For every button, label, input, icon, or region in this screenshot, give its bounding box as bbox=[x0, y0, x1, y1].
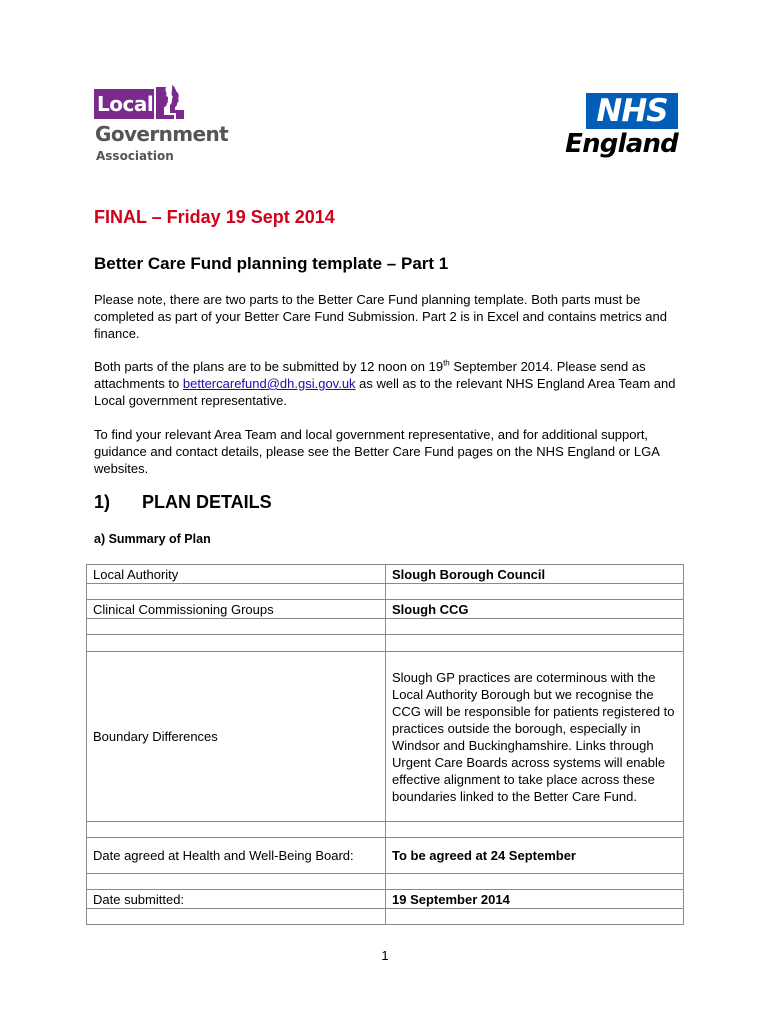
nhs-england-logo bbox=[556, 93, 678, 163]
document-title: Better Care Fund planning template – Part 1 bbox=[94, 254, 449, 273]
nhs-region: England bbox=[565, 129, 678, 159]
table-row bbox=[87, 619, 684, 635]
label-date-agreed: Date agreed at Health and Well-Being Board: bbox=[87, 838, 386, 874]
value-ccg: Slough CCG bbox=[386, 600, 684, 619]
table-row bbox=[87, 822, 684, 838]
lga-heads-icon bbox=[154, 85, 190, 121]
table-row bbox=[87, 909, 684, 925]
section-title: PLAN DETAILS bbox=[142, 492, 272, 512]
intro-paragraph-1: Please note, there are two parts to the Better Care Fund planning template. Both parts must be completed as part of your Better Care Fund Submission. Part 2 is in Excel and contains metrics and finance. bbox=[94, 292, 667, 341]
label-ccg: Clinical Commissioning Groups bbox=[87, 600, 386, 619]
document-status: FINAL – Friday 19 Sept 2014 bbox=[94, 207, 335, 227]
value-local-authority: Slough Borough Council bbox=[386, 565, 684, 584]
label-date-submitted: Date submitted: bbox=[87, 890, 386, 909]
lga-logo-government: Government bbox=[95, 122, 229, 146]
section-number: 1) bbox=[94, 492, 111, 512]
nhs-badge: NHS bbox=[586, 93, 678, 129]
table-row bbox=[87, 838, 684, 874]
table-row bbox=[87, 565, 684, 584]
section-heading bbox=[94, 492, 272, 513]
lga-logo bbox=[94, 85, 234, 167]
table-row bbox=[87, 874, 684, 890]
intro-paragraph-3: To find your relevant Area Team and local government representative, and for additional support, guidance and contact details, please see the Better Care Fund pages on the NHS England or LGA websites. bbox=[94, 427, 660, 476]
value-date-agreed: To be agreed at 24 September bbox=[386, 838, 684, 874]
email-link[interactable]: bettercarefund@dh.gsi.gov.uk bbox=[182, 376, 356, 391]
table-row bbox=[87, 600, 684, 619]
table-row bbox=[87, 890, 684, 909]
lga-logo-local: Local bbox=[94, 89, 154, 119]
value-boundary-differences: Slough GP practices are coterminous with the Local Authority Borough but we recognise the CCG will be responsible for patients registered to practices outside the borough, especially in Windsor and Buckinghamshire. Links through Urgent Care Boards across systems will enable effective alignment to take place across these boundaries linked to the Better Care Fund. bbox=[386, 652, 684, 822]
table-row bbox=[87, 652, 684, 822]
label-boundary-differences: Boundary Differences bbox=[87, 652, 386, 822]
table-row bbox=[87, 584, 684, 600]
lga-logo-association: Association bbox=[96, 149, 174, 163]
label-local-authority: Local Authority bbox=[87, 565, 386, 584]
intro-paragraph-2: Both parts of the plans are to be submitted by 12 noon on 19th September 2014. Please send as attachments to bettercarefund@dh.gsi.gov.uk as well as to the relevant NHS England Area Team and Local government representative. bbox=[94, 358, 676, 408]
summary-of-plan-table bbox=[86, 564, 684, 925]
value-date-submitted: 19 September 2014 bbox=[386, 890, 684, 909]
section-subtitle: a) Summary of Plan bbox=[94, 532, 211, 546]
page-number: 1 bbox=[381, 948, 389, 963]
table-row bbox=[87, 635, 684, 652]
